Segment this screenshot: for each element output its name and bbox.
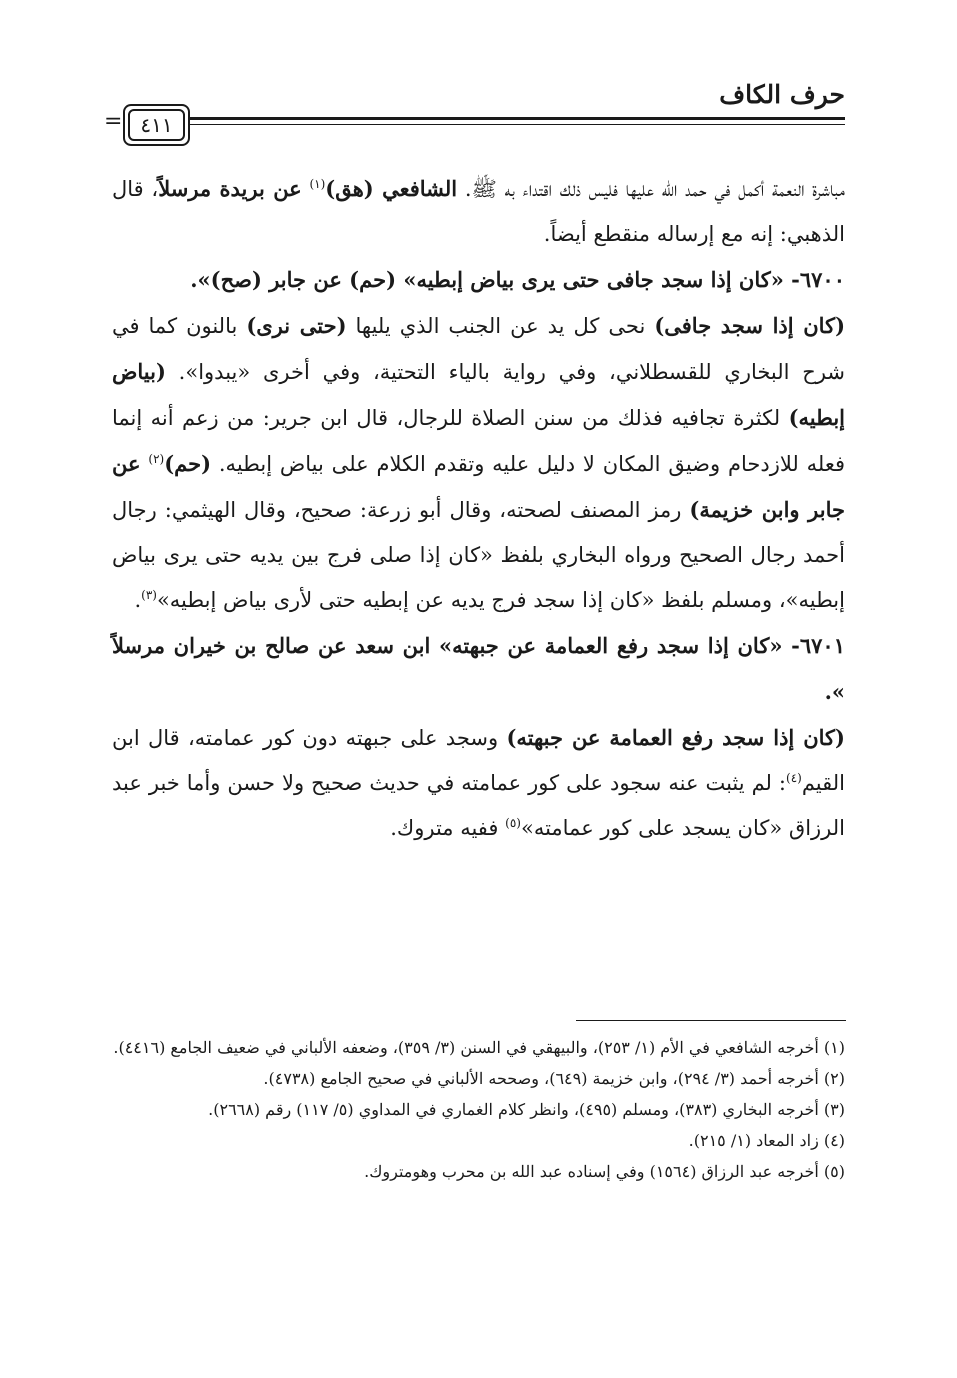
footnote-ref: (٢): [148, 452, 165, 466]
footnote-5: (٥) أخرجه عبد الرزاق (١٥٦٤) وفي إسناده عبد الله بن محرب وهومتروك.: [364, 1162, 845, 1181]
hadith-heading: ٦٧٠١- «كان إذا سجد رفع العمامة عن جبهته» ابن سعد عن صالح بن خيران مرسلاً ».: [112, 633, 845, 704]
hadith-heading: ٦٧٠٠- «كان إذا سجد جافى حتى يرى بياض إبطيه» (حم) عن جابر (صح)».: [190, 267, 845, 292]
bold-span: (بياض إبطيه): [112, 359, 845, 430]
footnote-4: (٤) زاد المعاد (١/ ٢١٥).: [688, 1131, 845, 1150]
hadith-6700: [112, 257, 845, 303]
footnote-ref: (١): [309, 177, 326, 191]
text-span: ، قال الذهبي: إنه مع إرساله منقطع أيضاً.: [112, 177, 845, 246]
footnote-2: (٢) أخرجه أحمد (٣/ ٢٩٤)، وابن خزيمة (٦٤٩)، وصححه الألباني في صحيح الجامع (٤٧٣٨).: [263, 1069, 845, 1088]
text-span: : لم يثبت عنه سجود على كور عمامته في حديث صحيح ولا حسن وأما خبر عبد الرزاق «كان يسجد على كور عمامته»: [112, 771, 845, 840]
text-span: نحى كل يد عن الجنب الذي يليها: [346, 314, 655, 338]
footnote-ref: (٥): [505, 816, 521, 830]
footnote-ref: (٣): [141, 588, 157, 602]
text-span: بالنون كما في شرح البخاري للقسطلاني، وفي رواية بالياء التحتية، وفي أخرى «يبدوا».: [112, 314, 845, 384]
footnote-separator: [576, 1020, 846, 1021]
header-rule-thick: [190, 117, 845, 120]
hadith-6701: [112, 623, 845, 715]
bold-span: (حتى نرى): [246, 313, 347, 338]
paragraph-2: [112, 303, 845, 623]
continuation-mark: =: [104, 109, 123, 134]
bold-span: (حم): [164, 451, 212, 476]
bold-span: الشافعي (هق): [325, 176, 458, 201]
text-span: ففيه متروك.: [390, 816, 506, 840]
paragraph-1: [112, 166, 845, 257]
footnote-1: (١) أخرجه الشافعي في الأم (١/ ٢٥٣)، والبيهقي في السنن (٣/ ٣٥٩)، وضعفه الألباني في ضعيف الجامع (٤٤١٦).: [113, 1038, 845, 1057]
main-text: [112, 166, 845, 851]
text-span: مباشرة النعمة أكمل في حمد الله عليها فليس ذلك اقتداء به ﷺ.: [457, 177, 845, 201]
footnote-ref: (٤): [786, 771, 802, 785]
paragraph-3: [112, 715, 845, 851]
text-span: لكثرة تجافيه فذلك من سنن الصلاة للرجال، قال ابن جرير: من زعم أنه إنما فعله للازدحام وضيق المكان لا دليل عليه وتقدم الكلام على بياض إبطيه.: [112, 406, 845, 476]
text-span: وسجد على جبهته دون كور عمامته، قال ابن القيم: [112, 726, 845, 795]
text-span: .: [134, 588, 142, 612]
page-number: ٤١١: [128, 109, 185, 141]
bold-span: (كان إذا سجد جافى): [654, 313, 846, 338]
running-title: حرف الكاف: [719, 80, 845, 109]
text-span: رمز المصنف لصحته، وقال أبو زرعة: صحيح، وقال الهيثمي: رجال أحمد رجال الصحيح ورواه البخاري بلفظ «كان إذا صلى فرج بين يديه حتى يرى بياض إبطيه»، ومسلم بلفظ «كان إذا سجد فرج يديه عن إبطيه حتى لأرى بياض إبطيه»: [112, 498, 845, 612]
header-rule-thin: [190, 124, 845, 125]
footnotes: [112, 1032, 845, 1187]
footnote-3: (٣) أخرجه البخاري (٣٨٣)، ومسلم (٤٩٥)، وانظر كلام الغماري في المداوي (٥/ ١١٧) رقم (٢٦٦٨).: [208, 1100, 845, 1119]
bold-span: عن جابر وابن خزيمة): [112, 451, 845, 522]
page-number-frame: [123, 104, 190, 146]
bold-span: عن بريدة مرسلاً: [158, 176, 302, 201]
bold-span: (كان إذا سجد رفع العمامة عن جبهته): [506, 725, 845, 750]
